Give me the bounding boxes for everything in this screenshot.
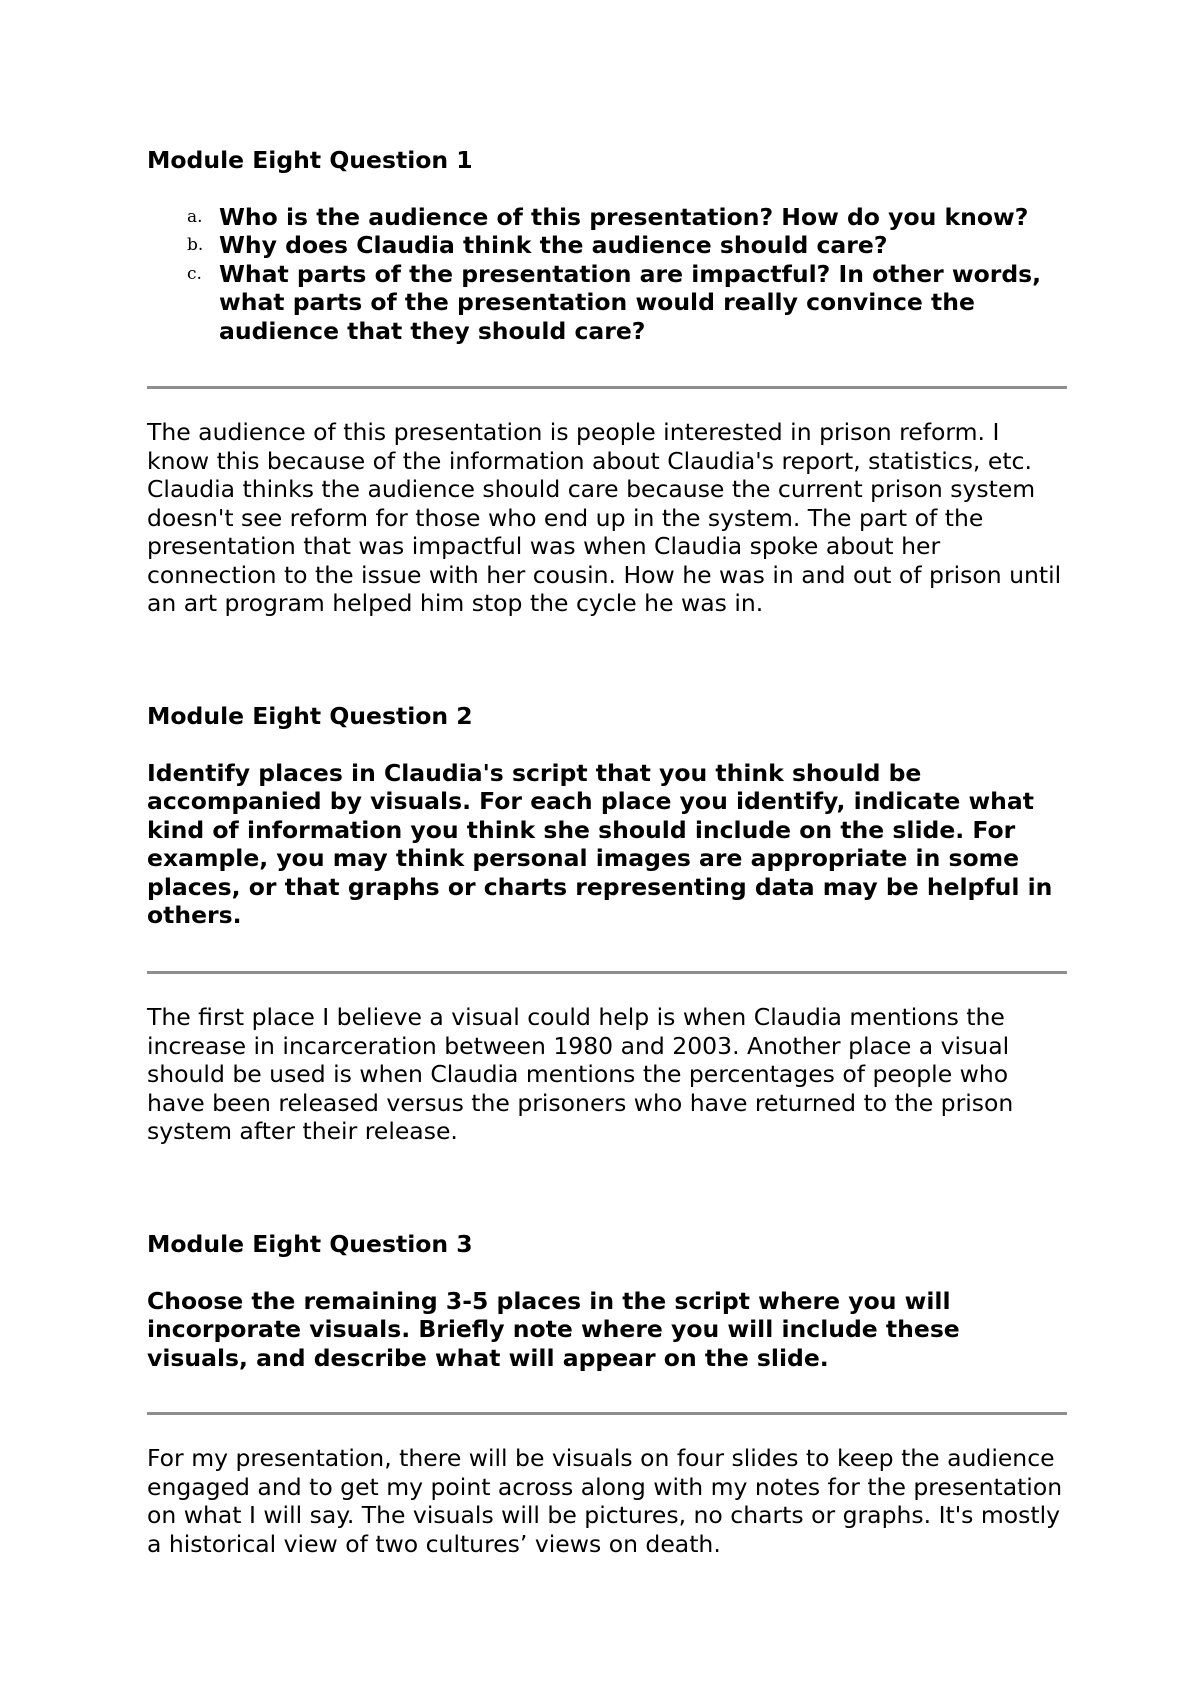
question-1c xyxy=(147,260,1067,346)
question-1-heading: Module Eight Question 1 xyxy=(147,146,473,174)
answer-1-text: The audience of this presentation is people interested in prison reform. I know this because of the information about Claudia's report, statistics, etc. Claudia thinks the audience should care because the current prison system doesn't see reform for those who end up in the system. The part of the presentation that was impactful was when Claudia spoke about her connection to the issue with her cousin. How he was in and out of prison until an art program helped him stop the cycle he was in. xyxy=(147,418,1062,617)
divider-2 xyxy=(147,971,1067,974)
answer-1-section xyxy=(147,418,1067,618)
list-marker-a: a. xyxy=(187,206,203,227)
question-3-section xyxy=(147,1230,1067,1372)
answer-2-section xyxy=(147,1003,1067,1146)
divider-1 xyxy=(147,386,1067,389)
question-1b xyxy=(147,231,1067,260)
question-1-section xyxy=(147,146,1067,345)
question-1a-text: Who is the audience of this presentation? How do you know? xyxy=(219,202,1029,231)
question-2-section xyxy=(147,702,1067,930)
answer-3-section xyxy=(147,1444,1067,1558)
list-marker-b: b. xyxy=(187,235,204,255)
question-2-heading: Module Eight Question 2 xyxy=(147,702,473,730)
divider-3 xyxy=(147,1412,1067,1415)
question-1c-text: What parts of the presentation are impactful? In other words, what parts of the presentation would really convince the audience that they should care? xyxy=(219,259,1042,345)
answer-3-text: For my presentation, there will be visuals on four slides to keep the audience engaged and to get my point across along with my notes for the presentation on what I will say. The visuals will be pictures, no charts or graphs. It's mostly a historical view of two cultures’ views on death. xyxy=(147,1444,1063,1558)
question-1b-text: Why does Claudia think the audience should care? xyxy=(219,231,888,259)
list-marker-c: c. xyxy=(187,263,202,284)
question-2-prompt: Identify places in Claudia's script that you think should be accompanied by visuals. For each place you identify, indicate what kind of information you think she should include on the slide. For example, you may think personal images are appropriate in some places, or that graphs or charts representing data may be helpful in others. xyxy=(147,758,1053,929)
question-3-heading: Module Eight Question 3 xyxy=(147,1230,473,1258)
question-3-prompt: Choose the remaining 3-5 places in the script where you will incorporate visuals. Briefly note where you will include these visuals, and describe what will appear on the slide. xyxy=(147,1286,960,1372)
answer-2-text: The first place I believe a visual could help is when Claudia mentions the increase in incarceration between 1980 and 2003. Another place a visual should be used is when Claudia mentions the percentages of people who have been released versus the prisoners who have returned to the prison system after their release. xyxy=(147,1003,1014,1145)
question-1-list xyxy=(147,203,1067,346)
question-1a xyxy=(147,203,1067,232)
